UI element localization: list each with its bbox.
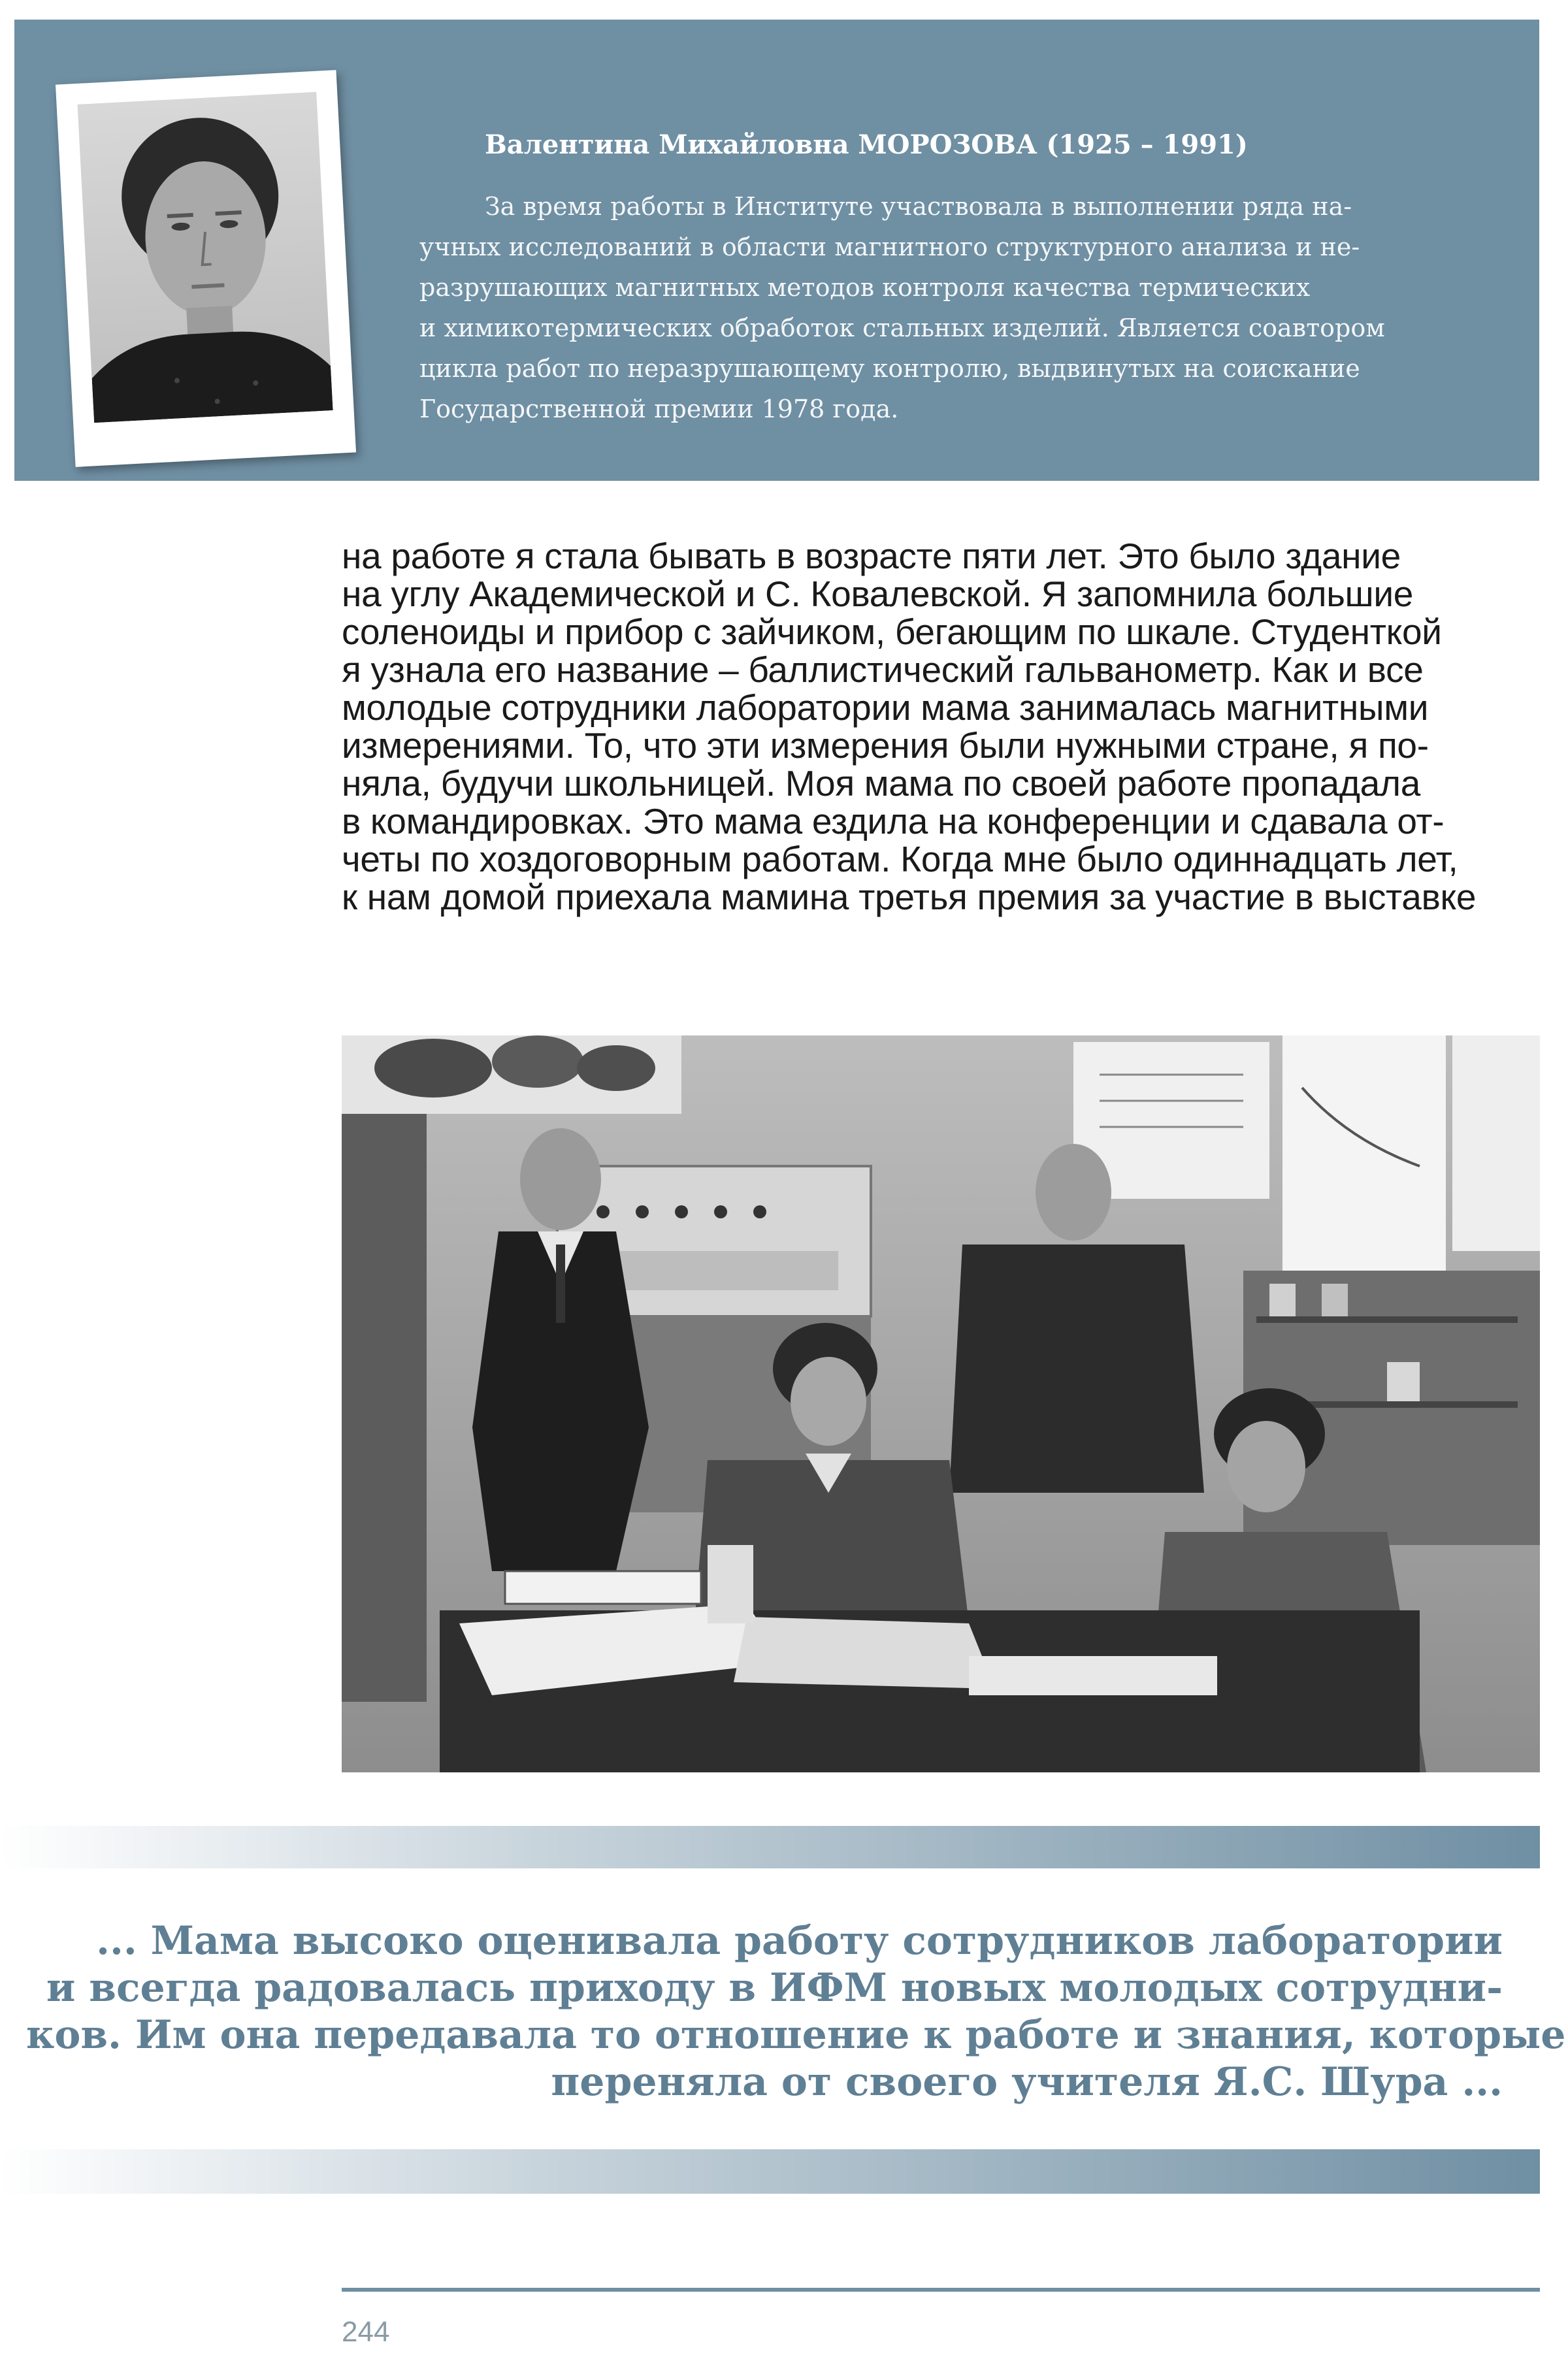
lab-photograph xyxy=(342,1035,1540,1772)
body-line: на углу Академической и С. Ковалевской. Я запомнила большие xyxy=(342,574,1414,614)
biography-band xyxy=(14,20,1539,481)
bio-line: и химикотермических обработок стальных изделий. Является соавтором xyxy=(419,314,1385,342)
bio-paragraph xyxy=(419,186,1530,429)
page-number: 244 xyxy=(342,2316,390,2348)
pull-quote xyxy=(26,1917,1566,2106)
body-line: молодые сотрудники лаборатории мама занималась магнитными xyxy=(342,687,1429,728)
bio-line: За время работы в Институте участвовала в выполнении ряда на- xyxy=(485,192,1352,221)
quote-line: переняла от своего учителя Я.С. Шура ... xyxy=(551,2059,1503,2105)
bio-title: Валентина Михайловна МОРОЗОВА (1925 – 1991) xyxy=(485,129,1248,160)
portrait-photo xyxy=(78,92,333,423)
footer-rule xyxy=(342,2288,1540,2292)
body-line: измерениями. То, что эти измерения были нужными стране, я по- xyxy=(342,725,1429,766)
quote-divider-bottom xyxy=(0,2149,1540,2194)
bio-line: цикла работ по неразрушающему контролю, выдвинутых на соискание xyxy=(419,354,1360,383)
body-line: четы по хоздоговорным работам. Когда мне было одиннадцать лет, xyxy=(342,839,1458,879)
body-line: в командировках. Это мама ездила на конференции и сдавала от- xyxy=(342,801,1445,841)
bio-line: разрушающих магнитных методов контроля качества термических xyxy=(419,273,1311,302)
body-paragraph xyxy=(342,537,1543,916)
quote-line: ков. Им она передавала то отношение к работе и знания, которые xyxy=(26,2012,1566,2058)
bio-line: учных исследований в области магнитного структурного анализа и не- xyxy=(419,233,1360,261)
quote-line: ... Мама высоко оценивала работу сотрудников лаборатории xyxy=(96,1918,1503,1964)
body-line: к нам домой приехала мамина третья премия за участие в выставке xyxy=(342,877,1477,917)
body-line: я узнала его название – баллистический гальванометр. Как и все xyxy=(342,649,1424,690)
bio-line: Государственной премии 1978 года. xyxy=(419,395,899,423)
quote-divider-top xyxy=(0,1826,1540,1868)
body-line: на работе я стала бывать в возрасте пяти лет. Это было здание xyxy=(342,536,1401,576)
quote-line: и всегда радовалась приходу в ИФМ новых молодых сотрудни- xyxy=(46,1965,1503,2011)
body-line: соленоиды и прибор с зайчиком, бегающим по шкале. Студенткой xyxy=(342,611,1442,652)
portrait-frame xyxy=(56,70,356,467)
body-line: няла, будучи школьницей. Моя мама по своей работе пропадала xyxy=(342,763,1420,804)
